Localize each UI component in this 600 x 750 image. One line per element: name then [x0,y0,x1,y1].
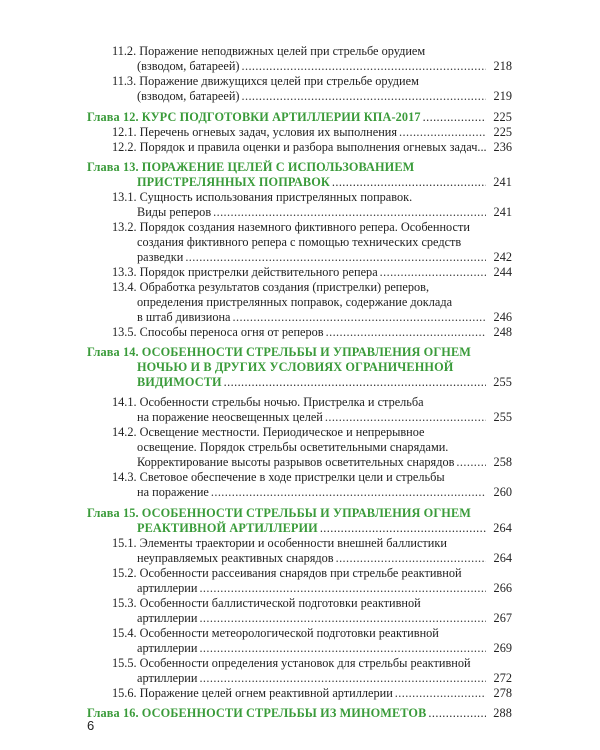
toc-entry-text: в штаб дивизиона [137,310,231,324]
toc-section-line [112,425,512,439]
toc-page-number: 255 [493,375,512,389]
toc-section-line [137,581,512,595]
toc-section-line [137,89,512,103]
toc-section-line [112,566,512,580]
dot-leader [199,611,486,625]
toc-entry-text: 14.1. Особенности стрельбы ночью. Пристрелка и стрельба [112,395,424,409]
toc-section-line [137,410,512,424]
toc-section-line [112,220,512,234]
toc-page-number: 269 [493,641,512,655]
toc-entry-text: 13.5. Способы переноса огня от реперов [112,325,324,339]
toc-page-number: 264 [493,521,512,535]
toc-entry-text: артиллерии [137,671,198,685]
toc-entry-text: Виды реперов [137,205,212,219]
toc-section-line [112,265,512,279]
toc-page-number: 248 [493,325,512,339]
toc-section-line [112,656,512,670]
toc-section-line [137,235,512,249]
dot-leader [199,641,486,655]
toc-page-number: 255 [493,410,512,424]
toc-entry-text: на поражение неосвещенных целей [137,410,323,424]
dot-leader [233,310,486,324]
dot-leader [325,410,486,424]
page-number: 6 [87,718,95,733]
toc-entry-text: НОЧЬЮ И В ДРУГИХ УСЛОВИЯХ ОГРАНИЧЕННОЙ [137,360,454,374]
toc-page-number: 264 [493,551,512,565]
toc-entry-text: Глава 14. ОСОБЕННОСТИ СТРЕЛЬБЫ И УПРАВЛЕНИЯ ОГНЕМ [87,345,471,359]
toc-entry-text: 15.5. Особенности определения установок для стрельбы реактивной [112,656,471,670]
toc-page-number: 218 [493,59,512,73]
toc-section-line [112,140,512,154]
toc-page-number: 236 [493,140,512,154]
toc-section-line [112,125,512,139]
toc-entry-text: 15.2. Особенности рассеивания снарядов при стрельбе реактивной [112,566,462,580]
dot-leader [380,265,486,279]
toc-section-line [137,455,512,469]
toc-page-number: 267 [493,611,512,625]
toc-section-line [112,280,512,294]
toc-entry-text: 13.4. Обработка результатов создания (пристрелки) реперов, [112,280,430,294]
toc-page-number: 246 [493,310,512,324]
toc-entry-text: ВИДИМОСТИ [137,375,222,389]
dot-leader [185,250,486,264]
dot-leader [336,551,486,565]
toc-section-line [112,395,512,409]
toc-entry-text: 13.2. Порядок создания наземного фиктивного репера. Особенности [112,220,470,234]
toc-entry-text: 12.1. Перечень огневых задач, условия их выполнения [112,125,398,139]
toc-page-number: 241 [493,205,512,219]
toc-entry-text: создания фиктивного репера с помощью технических средств [137,235,462,249]
toc-chapter-line [87,345,512,359]
dot-leader [320,521,486,535]
toc-page-number: 225 [493,125,512,139]
toc-section-line [137,295,512,309]
dot-leader [213,205,486,219]
toc-entry-text: (взводом, батареей) [137,89,240,103]
toc-entry-text: освещение. Порядок стрельбы осветительными снарядами. [137,440,449,454]
toc-chapter-line [137,360,512,374]
toc-section-line [137,485,512,499]
dot-leader [211,485,486,499]
toc-page-number: 244 [493,265,512,279]
toc-page-number: 219 [493,89,512,103]
toc-entry-text: артиллерии [137,581,198,595]
dot-leader [399,125,486,139]
toc-page-number: 288 [493,706,512,720]
toc-page-number: 266 [493,581,512,595]
toc-entry-text: артиллерии [137,611,198,625]
toc-chapter-line [137,375,512,389]
dot-leader [224,375,486,389]
toc-entry-text: 13.1. Сущность использования пристрелянных поправок. [112,190,413,204]
toc-entry-text: 15.1. Элементы траектории и особенности внешней баллистики [112,536,447,550]
toc-entry-text: 15.3. Особенности баллистической подготовки реактивной [112,596,421,610]
toc-section-line [112,626,512,640]
dot-leader [423,110,486,124]
dot-leader [395,686,486,700]
toc-section-line [137,551,512,565]
toc-entry-text: Корректирование высоты разрывов осветительных снарядов [137,455,455,469]
toc-section-line [137,671,512,685]
toc-section-line [137,250,512,264]
dot-leader [456,455,486,469]
toc-entry-text: Глава 12. КУРС ПОДГОТОВКИ АРТИЛЛЕРИИ КПА-2017 [87,110,421,124]
toc-section-line [112,44,512,58]
toc-entry-text: неуправляемых реактивных снарядов [137,551,334,565]
toc-section-line [112,470,512,484]
toc-section-line [137,59,512,73]
toc-page-number: 225 [493,110,512,124]
toc-section-line [112,190,512,204]
toc-entry-text: разведки [137,250,184,264]
dot-leader [199,671,486,685]
toc-page-number: 242 [493,250,512,264]
toc-chapter-line [87,706,512,720]
dot-leader [199,581,486,595]
toc-section-line [137,310,512,324]
toc-entry-text: 13.3. Порядок пристрелки действительного репера [112,265,378,279]
toc-entry-text: Глава 16. ОСОБЕННОСТИ СТРЕЛЬБЫ ИЗ МИНОМЕТОВ [87,706,427,720]
toc-entry-text: на поражение [137,485,209,499]
toc-entry-text: ПРИСТРЕЛЯННЫХ ПОПРАВОК [137,175,330,189]
toc-entry-text: Глава 15. ОСОБЕННОСТИ СТРЕЛЬБЫ И УПРАВЛЕНИЯ ОГНЕМ [87,506,471,520]
toc-entry-text: 14.3. Световое обеспечение в ходе пристрелки цели и стрельбы [112,470,445,484]
toc-chapter-line [87,110,512,124]
toc-entry-text: 15.4. Особенности метеорологической подготовки реактивной [112,626,439,640]
dot-leader [242,59,487,73]
toc-entry-text: (взводом, батареей) [137,59,240,73]
toc-entry-text: 14.2. Освещение местности. Периодическое и непрерывное [112,425,425,439]
toc-page-number: 258 [493,455,512,469]
toc-section-line [112,325,512,339]
dot-leader [326,325,486,339]
toc-page-number: 260 [493,485,512,499]
toc-page-number: 272 [493,671,512,685]
dot-leader [242,89,487,103]
toc-chapter-line [87,506,512,520]
toc-entry-text: определения пристрелянных поправок, содержание доклада [137,295,453,309]
toc-section-line [112,536,512,550]
toc-entry-text: Глава 13. ПОРАЖЕНИЕ ЦЕЛЕЙ С ИСПОЛЬЗОВАНИЕМ [87,160,415,174]
toc-entry-text: РЕАКТИВНОЙ АРТИЛЛЕРИИ [137,521,318,535]
toc-entry-text: артиллерии [137,641,198,655]
toc-page-number: 278 [493,686,512,700]
toc-section-line [137,205,512,219]
toc-section-line [137,440,512,454]
toc-page-number: 241 [493,175,512,189]
toc-entry-text: 11.2. Поражение неподвижных целей при стрельбе орудием [112,44,426,58]
dot-leader [428,706,486,720]
toc-section-line [137,611,512,625]
toc-section-line [137,641,512,655]
dot-leader [332,175,486,189]
toc-chapter-line [87,160,512,174]
toc-section-line [112,686,512,700]
toc-section-line [112,74,512,88]
toc-entry-text: 11.3. Поражение движущихся целей при стрельбе орудием [112,74,419,88]
toc-section-line [112,596,512,610]
toc-chapter-line [137,521,512,535]
toc-entry-text: 12.2. Порядок и правила оценки и разбора выполнения огневых задач... [112,140,487,154]
toc-chapter-line [137,175,512,189]
toc-entry-text: 15.6. Поражение целей огнем реактивной артиллерии [112,686,393,700]
